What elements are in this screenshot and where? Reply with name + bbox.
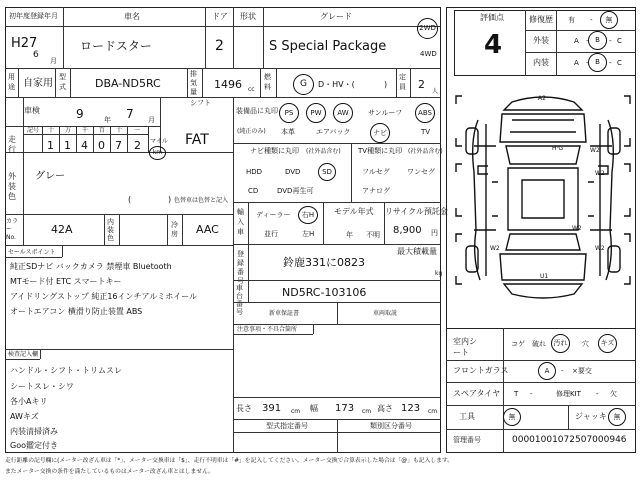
import-parallel: 並行 [264, 230, 278, 238]
inspection-month: 7 [126, 107, 134, 121]
interior-seat-label: 室内シート [453, 337, 477, 357]
equip-aw: AW [333, 103, 353, 123]
navi-dvd: DVD [285, 168, 301, 176]
class-number-label: 類別区分番号 [370, 422, 412, 430]
mileage-head-0: 記号 [27, 127, 40, 134]
equip-airbag: エアバック [316, 128, 351, 136]
doors-value: 2 [215, 38, 224, 54]
mgmt-number-value: 00001001072507000946 [512, 435, 627, 445]
ac-label: 冷房 [171, 221, 178, 238]
fuel-g-circle [293, 74, 314, 95]
equipment-label: 装備品に丸印 [236, 107, 278, 115]
fuel-close: ) [384, 80, 388, 89]
ac-value: AAC [196, 223, 219, 236]
mileage-head-4: 百 [99, 127, 106, 134]
mileage-head-3: 千 [82, 127, 89, 134]
diag-label-u1: U1 [540, 273, 549, 280]
diag-label-a2: A2 [538, 95, 546, 102]
type-number-label: 型式指定番号 [266, 422, 308, 430]
shape-label: 形状 [240, 12, 256, 21]
spare-repair-kit: 修理KIT [556, 390, 581, 398]
spare-t: T [514, 390, 519, 398]
grade-value: S Special Package [269, 39, 387, 54]
km-unit: km [152, 149, 163, 156]
inspection-year: 9 [76, 107, 84, 121]
max-load-unit: kg [435, 270, 443, 277]
chassis-value: ND5RC-103106 [282, 286, 367, 299]
drive-4wd: 4WD [420, 50, 437, 58]
height-label: 高さ [377, 404, 393, 413]
displacement-value: 1496 [214, 78, 242, 91]
int-dash: - [586, 59, 589, 67]
score-value: 4 [484, 30, 503, 60]
equip-tv: TV [421, 128, 431, 136]
model-year-label: モデル年式 [334, 207, 374, 216]
mileage-head-1: 十 [48, 127, 55, 134]
shift-label: シフト [190, 99, 211, 107]
spare-dash: - [530, 390, 533, 398]
reg-month-unit: 月 [50, 57, 57, 65]
selling-point-line: アイドリングストップ 純正16インチアルミホイール [10, 292, 198, 301]
selling-points-label: セールスポイント [8, 249, 56, 256]
registration-label: 登録番号 [237, 250, 244, 285]
mileage-digit: 2 [134, 139, 141, 152]
km-circle [149, 146, 166, 160]
seat-dirt-circle: 汚れ [551, 334, 570, 353]
mileage-digit: 7 [115, 139, 122, 152]
ext-dash2: - [609, 37, 612, 45]
ext-dash: - [586, 37, 589, 45]
selling-point-line: 純正SDナビ バックカメラ 禁煙車 Bluetooth [10, 262, 172, 271]
repair-none-circle: 無 [600, 11, 618, 29]
mileage-digit: 1 [47, 139, 54, 152]
fuel-label: 燃料 [264, 73, 271, 91]
inspector-note-line: AWキズ [10, 412, 39, 421]
diag-label-hg: H·G [552, 145, 564, 152]
inspector-note-line: 各小Aキリ [10, 397, 48, 406]
navi-hdd: HDD [246, 168, 263, 176]
length-label: 長さ [236, 404, 252, 413]
drive-2wd: 2WD [419, 24, 436, 32]
jack-label: ジャッキ [575, 412, 607, 421]
recycle-amount: 8,900 [393, 225, 422, 236]
width-value: 173 [335, 403, 355, 414]
jack-none-circle: 無 [608, 408, 626, 426]
selling-point-line: オートエアコン 横滑り防止装置 ABS [10, 307, 143, 316]
new-car-warranty: 新車保証書 [269, 310, 300, 317]
spare-missing: 欠 [610, 390, 617, 398]
doors-label: ドア [212, 12, 228, 21]
import-right-circle: 右H [298, 206, 318, 224]
shift-value: FAT [185, 132, 209, 148]
import-label: 輸入車 [237, 208, 244, 236]
reg-month: 6 [33, 50, 39, 60]
front-glass-a-circle: A [538, 362, 556, 380]
mileage-digit: 4 [81, 139, 88, 152]
interior-label: 内装 [533, 58, 549, 67]
inspector-note-line: ハンドル・シフト・トリムスレ [10, 366, 122, 375]
import-left: 左H [302, 230, 315, 238]
mileage-head-2: 万 [65, 127, 72, 134]
spare-dash2: - [596, 390, 599, 398]
recycle-yen: 円 [431, 229, 438, 237]
navi-dvd-play: DVD再生可 [277, 187, 314, 195]
import-dealer: ディーラー [256, 211, 291, 219]
tv-fullseg: フルセグ [362, 168, 390, 176]
inspector-note-line: 内装清掃済み [10, 427, 58, 436]
mileage-digit: 1 [64, 139, 71, 152]
color-no-label: カラーNo. [6, 218, 19, 241]
tv-label: TV種類に丸印 [358, 147, 403, 155]
int-dash2: - [609, 59, 612, 67]
diag-label-w2: W2 [595, 170, 605, 177]
seat-hole: 穴 [582, 340, 589, 348]
color-label: 外装色 [8, 172, 16, 201]
tv-analog: アナログ [362, 187, 390, 195]
seat-scratch-circle: キズ [598, 334, 617, 353]
selling-point-line: MTモード付 ETC スマートキー [10, 277, 122, 286]
height-unit: cm [428, 408, 438, 415]
mile-label: マイル [150, 138, 168, 145]
displacement-label: 排気量 [190, 70, 197, 96]
front-glass-replace: ×要交 [572, 367, 592, 375]
usage-value: 自家用 [23, 78, 53, 89]
usage-label: 用途 [8, 73, 15, 91]
navi-label: ナビ種類に丸印 [250, 147, 299, 155]
displacement-unit: cc [248, 86, 255, 93]
drive-2wd-circle [417, 18, 438, 39]
diag-label-w2: W2 [490, 245, 500, 252]
reg-date-label: 初年度登録年月 [9, 12, 58, 20]
inspector-note-line: Goo鑑定付き [10, 441, 58, 450]
mileage-head-6: 一 [134, 127, 141, 134]
navi-note: (社外品含む) [306, 148, 341, 155]
width-unit: cm [362, 408, 372, 415]
inspector-notes-label: 検査記入欄 [8, 351, 39, 358]
exterior-label: 外装 [533, 36, 549, 45]
recycle-label: リサイクル預託金 [385, 207, 448, 216]
fuel-others: D・HV・( [318, 80, 355, 89]
equip-leather: 本革 [281, 128, 295, 136]
fuel-g: G [300, 79, 307, 89]
seat-burn: コゲ [511, 340, 525, 348]
equipment-sub: (純正のみ) [237, 128, 266, 135]
color-paren-open: ( [128, 195, 132, 204]
inspection-year-unit: 年 [104, 116, 111, 124]
ext-c: C [617, 37, 622, 45]
model-year-unit: 年 [346, 231, 353, 239]
mileage-digit: 0 [98, 139, 105, 152]
spare-tire-label: スペアタイヤ [453, 389, 501, 398]
tv-note: (社外品含む) [408, 148, 443, 155]
equip-navi: ナビ [370, 123, 390, 143]
repair-yes: 有 [568, 16, 575, 24]
height-value: 123 [401, 403, 421, 414]
car-damage-diagram [452, 80, 634, 320]
capacity-label: 定員 [399, 73, 406, 91]
int-c: C [617, 59, 622, 67]
footer-note-1: 走行距離の記号欄に(メーター改ざん車は「*」、メーター交換車は「$」、走行不明車は「#」を記入してください。メーター交換で合算表示した場合は「@」も記入します。 [5, 458, 454, 464]
width-label: 幅 [310, 404, 318, 413]
inspection-month-unit: 月 [148, 116, 155, 124]
tool-none-circle: 無 [503, 408, 521, 426]
tool-label: 工具 [459, 412, 475, 421]
footer-note-2: またメーター交換の条件を満たしているものはメーター改ざん車とはしません。 [5, 469, 215, 475]
interior-b-circle: B [588, 53, 607, 72]
chassis-label: 車台番号 [236, 284, 243, 316]
capacity-value: 2 [418, 78, 425, 91]
model-value: DBA-ND5RC [95, 77, 161, 90]
tv-oneseg: ワンセグ [407, 168, 435, 176]
equip-sunroof: サンルーフ [368, 109, 403, 117]
color-no-value: 42A [51, 223, 73, 236]
front-glass-label: フロントガラス [453, 366, 509, 375]
color-paren-close: ) [168, 195, 172, 204]
diag-label-w2: W2 [595, 245, 605, 252]
exterior-b-circle: B [588, 31, 607, 50]
diag-label-w2: W2 [572, 225, 582, 232]
max-load-label: 最大積載量 [397, 247, 437, 256]
equip-pw: PW [306, 103, 326, 123]
color-note: 色替車は色替と記入 [174, 197, 229, 204]
ext-a: A [574, 37, 579, 45]
caution-label: 注意事項・不具合箇所 [237, 326, 298, 333]
equip-abs: ABS [415, 103, 435, 123]
repair-label: 修復歴 [529, 15, 553, 24]
repair-dash: - [590, 16, 593, 24]
car-name-label: 車名 [124, 12, 140, 21]
navi-sd: SD [318, 163, 336, 181]
grade-label: グレード [320, 12, 352, 21]
length-unit: cm [291, 408, 301, 415]
length-value: 391 [262, 403, 282, 414]
score-label: 評価点 [480, 13, 504, 22]
inspector-note-line: シートスレ・シワ [10, 382, 74, 391]
mileage-label: 走行 [8, 135, 16, 154]
vehicle-manual: 車両取説 [373, 310, 398, 317]
int-a: A [574, 59, 579, 67]
equip-ps: PS [279, 103, 299, 123]
car-name: ロードスター [80, 39, 152, 53]
capacity-unit: 人 [432, 88, 439, 95]
mgmt-number-label: 管理番号 [453, 436, 481, 444]
front-glass-dash: - [561, 367, 564, 375]
interior-color-label: 内装色 [107, 218, 114, 242]
seat-tear: 破れ [532, 340, 546, 348]
mileage-head-5: 十 [116, 127, 123, 134]
registration-value: 鈴鹿331に0823 [283, 256, 365, 269]
diag-label-w2: W2 [590, 147, 600, 154]
model-label: 型式 [59, 73, 66, 91]
color-value: グレー [35, 171, 65, 182]
reg-year: H27 [11, 36, 38, 51]
model-year-unknown: 不明 [366, 231, 380, 239]
navi-cd: CD [248, 187, 259, 195]
inspection-label: 車検 [24, 106, 40, 115]
